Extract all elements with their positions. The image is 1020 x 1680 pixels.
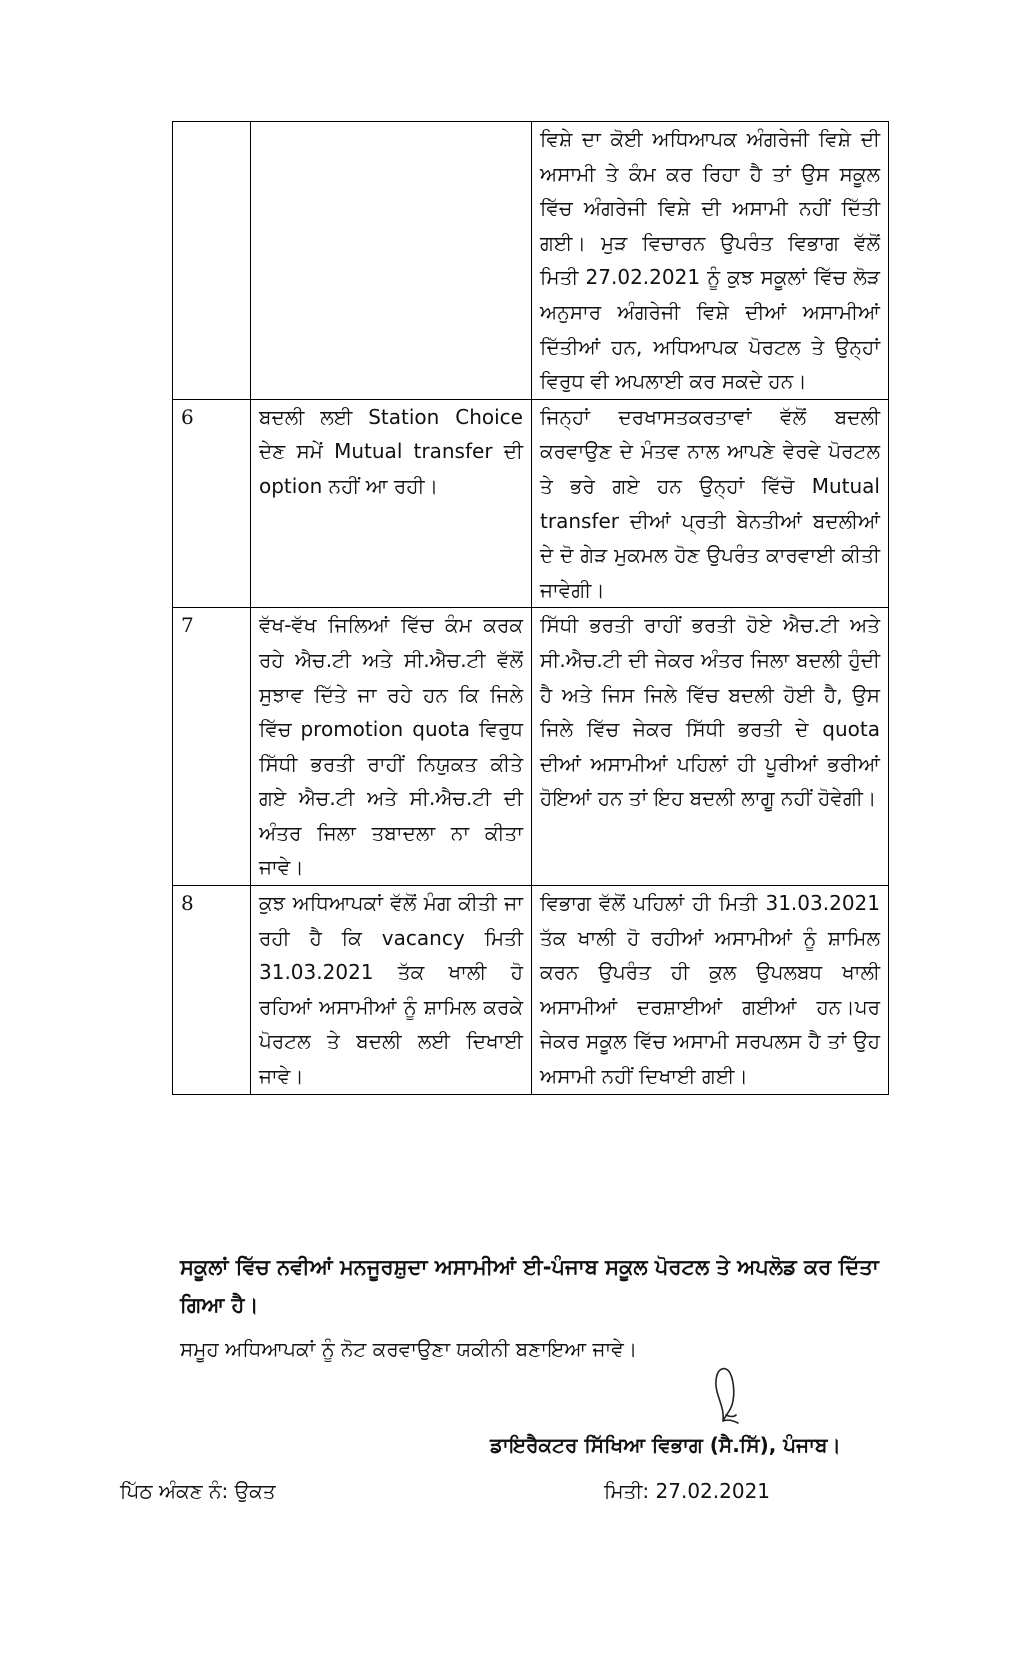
row-number-cell <box>173 122 251 400</box>
reply-cell: ਵਿਭਾਗ ਵੱਲੋਂ ਪਹਿਲਾਂ ਹੀ ਮਿਤੀ 31.03.2021 ਤੱਕ ਖਾਲੀ ਹੋ ਰਹੀਆਂ ਅਸਾਮੀਆਂ ਨੂੰ ਸ਼ਾਮਿਲ ਕਰਨ ਉਪਰੰਤ ਹੀ ਕੁਲ ਉਪਲਬਧ ਖਾਲੀ ਅਸਾਮੀਆਂ ਦਰਸ਼ਾਈਆਂ ਗਈਆਂ ਹਨ।ਪਰ ਜੇਕਰ ਸਕੂਲ ਵਿੱਚ ਅਸਾਮੀ ਸਰਪਲਸ ਹੈ ਤਾਂ ਉਹ ਅਸਾਮੀ ਨਹੀਂ ਦਿਖਾਈ ਗਈ। <box>532 886 889 1095</box>
query-reply-table <box>172 121 889 1095</box>
reply-cell: ਜਿਨ੍ਹਾਂ ਦਰਖਾਸਤਕਰਤਾਵਾਂ ਵੱਲੋਂ ਬਦਲੀ ਕਰਵਾਉਣ ਦੇ ਮੰਤਵ ਨਾਲ ਆਪਣੇ ਵੇਰਵੇ ਪੋਰਟਲ ਤੇ ਭਰੇ ਗਏ ਹਨ ਉਨ੍ਹਾਂ ਵਿੱਚੋ Mutual transfer ਦੀਆਂ ਪ੍ਰਤੀ ਬੇਨਤੀਆਂ ਬਦਲੀਆਂ ਦੇ ਦੋ ਗੇੜ ਮੁਕਮਲ ਹੋਣ ਉਪਰੰਤ ਕਾਰਵਾਈ ਕੀਤੀ ਜਾਵੇਗੀ। <box>532 399 889 608</box>
reply-cell: ਵਿਸ਼ੇ ਦਾ ਕੋਈ ਅਧਿਆਪਕ ਅੰਗਰੇਜੀ ਵਿਸ਼ੇ ਦੀ ਅਸਾਮੀ ਤੇ ਕੰਮ ਕਰ ਰਿਹਾ ਹੈ ਤਾਂ ਉਸ ਸਕੂਲ ਵਿੱਚ ਅੰਗਰੇਜੀ ਵਿਸ਼ੇ ਦੀ ਅਸਾਮੀ ਨਹੀਂ ਦਿੱਤੀ ਗਈ। ਮੁੜ ਵਿਚਾਰਨ ਉਪਰੰਤ ਵਿਭਾਗ ਵੱਲੋਂ ਮਿਤੀ 27.02.2021 ਨੂੰ ਕੁਝ ਸਕੂਲਾਂ ਵਿੱਚ ਲੋੜ ਅਨੁਸਾਰ ਅੰਗਰੇਜੀ ਵਿਸ਼ੇ ਦੀਆਂ ਅਸਾਮੀਆਂ ਦਿੱਤੀਆਂ ਹਨ, ਅਧਿਆਪਕ ਪੋਰਟਲ ਤੇ ਉਨ੍ਹਾਂ ਵਿਰੁਧ ਵੀ ਅਪਲਾਈ ਕਰ ਸਕਦੇ ਹਨ। <box>532 122 889 400</box>
notice-bold-text: ਸਕੂਲਾਂ ਵਿੱਚ ਨਵੀਆਂ ਮਨਜੂਰਸ਼ੁਦਾ ਅਸਾਮੀਆਂ ਈ-ਪੰਜਾਬ ਸਕੂਲ ਪੋਰਟਲ ਤੇ ਅਪਲੋਡ ਕਰ ਦਿੱਤਾ ਗਿਆ ਹੈ। <box>180 1255 879 1317</box>
table-row <box>173 122 889 400</box>
issue-cell: ਬਦਲੀ ਲਈ Station Choice ਦੇਣ ਸਮੇਂ Mutual transfer ਦੀ option ਨਹੀਂ ਆ ਰਹੀ। <box>251 399 532 608</box>
row-number-cell: 6 <box>173 399 251 608</box>
table-row <box>173 399 889 608</box>
signatory-designation: ਡਾਇਰੈਕਟਰ ਸਿੱਖਿਆ ਵਿਭਾਗ (ਸੈ.ਸਿੱ), ਪੰਜਾਬ। <box>490 1433 841 1457</box>
reply-cell: ਸਿੱਧੀ ਭਰਤੀ ਰਾਹੀਂ ਭਰਤੀ ਹੋਏ ਐਚ.ਟੀ ਅਤੇ ਸੀ.ਐਚ.ਟੀ ਦੀ ਜੇਕਰ ਅੰਤਰ ਜਿਲਾ ਬਦਲੀ ਹੁੰਦੀ ਹੈ ਅਤੇ ਜਿਸ ਜਿਲੇ ਵਿੱਚ ਬਦਲੀ ਹੋਈ ਹੈ, ਉਸ ਜਿਲੇ ਵਿੱਚ ਜੇਕਰ ਸਿੱਧੀ ਭਰਤੀ ਦੇ quota ਦੀਆਂ ਅਸਾਮੀਆਂ ਪਹਿਲਾਂ ਹੀ ਪੂਰੀਆਂ ਭਰੀਆਂ ਹੋਇਆਂ ਹਨ ਤਾਂ ਇਹ ਬਦਲੀ ਲਾਗੂ ਨਹੀਂ ਹੋਵੇਗੀ। <box>532 608 889 886</box>
footer-date: ਮਿਤੀ: 27.02.2021 <box>604 1479 771 1503</box>
issue-cell: ਕੁਝ ਅਧਿਆਪਕਾਂ ਵੱਲੋਂ ਮੰਗ ਕੀਤੀ ਜਾ ਰਹੀ ਹੈ ਕਿ vacancy ਮਿਤੀ 31.03.2021 ਤੱਕ ਖਾਲੀ ਹੋ ਰਹਿਆਂ ਅਸਾਮੀਆਂ ਨੂੰ ਸ਼ਾਮਿਲ ਕਰਕੇ ਪੋਰਟਲ ਤੇ ਬਦਲੀ ਲਈ ਦਿਖਾਈ ਜਾਵੇ। <box>251 886 532 1095</box>
endorsement-number: ਪਿੱਠ ਅੰਕਣ ਨੰ: ਉਕਤ <box>120 1479 276 1503</box>
row-number-cell: 8 <box>173 886 251 1095</box>
issue-cell <box>251 122 532 400</box>
issue-cell: ਵੱਖ-ਵੱਖ ਜਿਲਿਆਂ ਵਿੱਚ ਕੰਮ ਕਰਕ ਰਹੇ ਐਚ.ਟੀ ਅਤੇ ਸੀ.ਐਚ.ਟੀ ਵੱਲੋਂ ਸੁਝਾਵ ਦਿੱਤੇ ਜਾ ਰਹੇ ਹਨ ਕਿ ਜਿਲੇ ਵਿੱਚ promotion quota ਵਿਰੁਧ ਸਿੱਧੀ ਭਰਤੀ ਰਾਹੀਂ ਨਿਯੁਕਤ ਕੀਤੇ ਗਏ ਐਚ.ਟੀ ਅਤੇ ਸੀ.ਐਚ.ਟੀ ਦੀ ਅੰਤਰ ਜਿਲਾ ਤਬਾਦਲਾ ਨਾ ਕੀਤਾ ਜਾਵੇ। <box>251 608 532 886</box>
row-number-cell: 7 <box>173 608 251 886</box>
table-row <box>173 886 889 1095</box>
signature-mark <box>708 1365 748 1427</box>
table-row <box>173 608 889 886</box>
notice-plain-text: ਸਮੂਹ ਅਧਿਆਪਕਾਂ ਨੂੰ ਨੋਟ ਕਰਵਾਉਣਾ ਯਕੀਨੀ ਬਣਾਇਆ ਜਾਵੇ। <box>180 1337 638 1361</box>
